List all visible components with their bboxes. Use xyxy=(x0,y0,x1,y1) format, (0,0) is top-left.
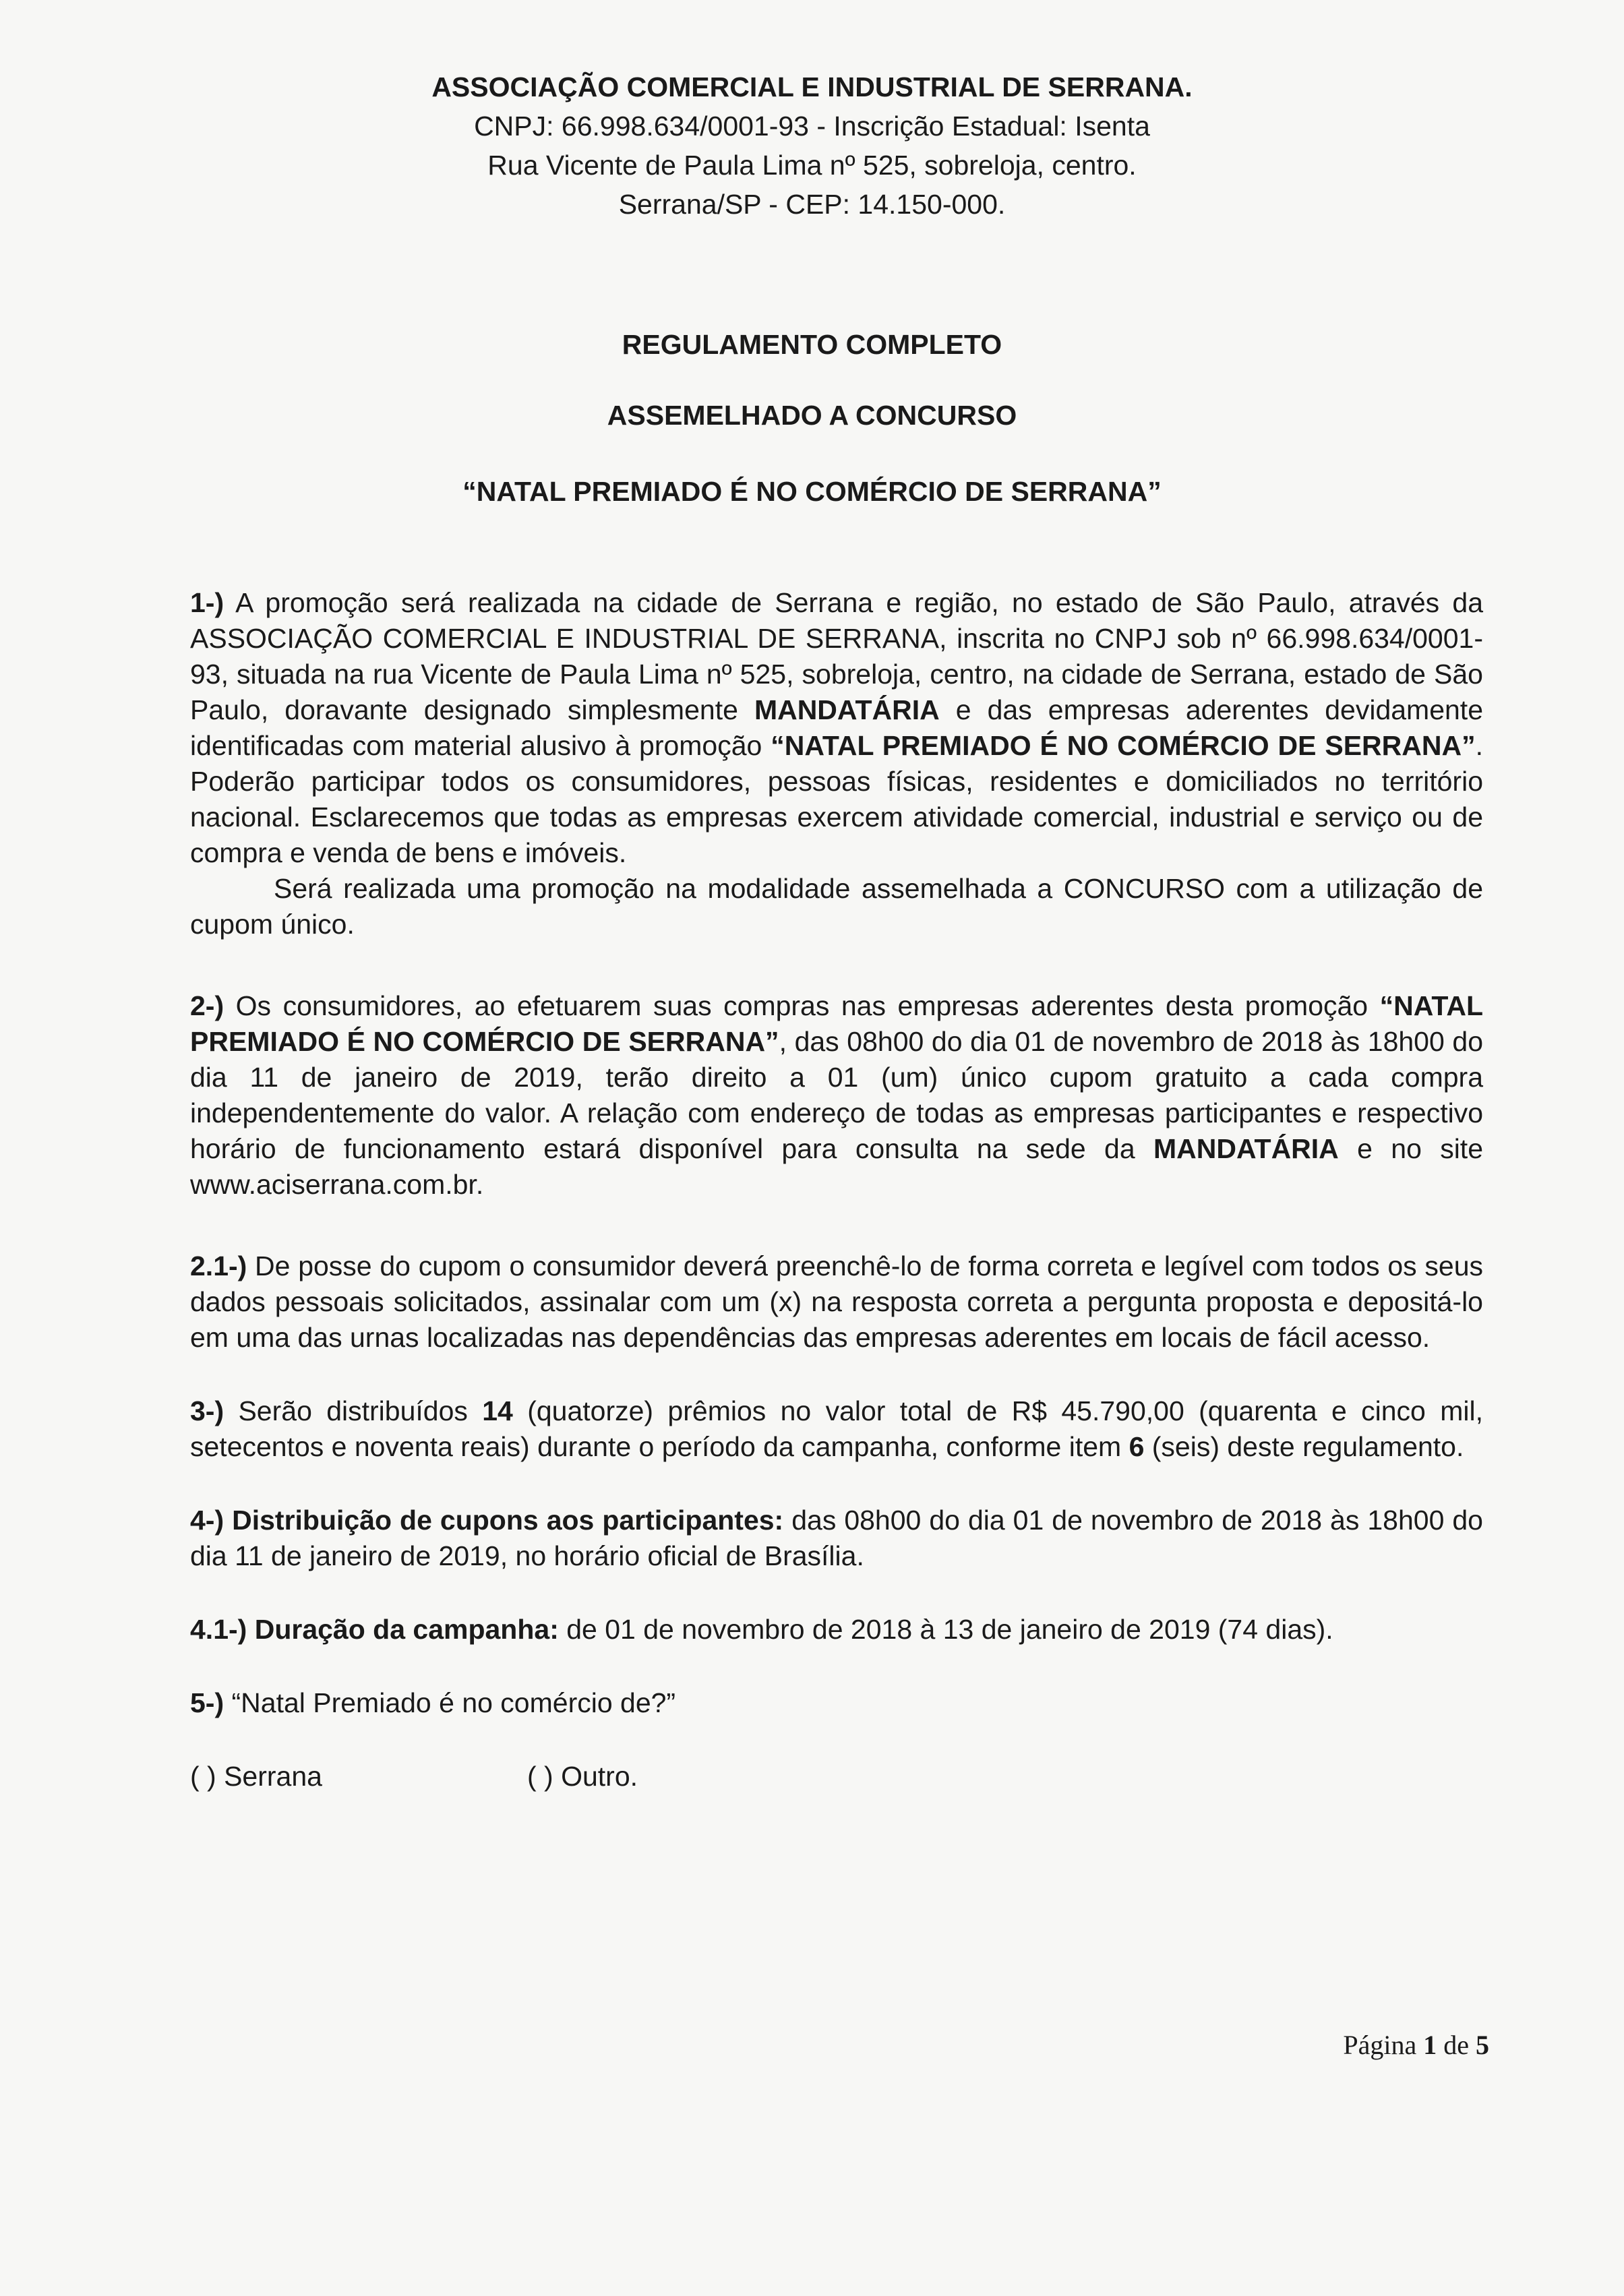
answer-options xyxy=(190,1759,1483,1794)
regulation-body xyxy=(190,585,1483,1794)
page-of: de xyxy=(1443,2030,1469,2060)
title-campaign: “NATAL PREMIADO É NO COMÉRCIO DE SERRANA” xyxy=(462,476,1162,507)
section-4-1 xyxy=(190,1612,1483,1648)
section-4-number: 4-) xyxy=(190,1505,224,1536)
section-1 xyxy=(190,585,1483,871)
section-2-number: 2-) xyxy=(190,990,224,1021)
section-3 xyxy=(190,1393,1483,1465)
option-outro: ( ) Outro. xyxy=(527,1761,638,1792)
option-serrana: ( ) Serrana xyxy=(190,1761,322,1792)
section-4-1-text: de 01 de novembro de 2018 à 13 de janeiro de 2019 (74 dias). xyxy=(558,1614,1333,1645)
org-name: ASSOCIAÇÃO COMERCIAL E INDUSTRIAL DE SERRANA. xyxy=(431,71,1193,102)
section-5-question: “Natal Premiado é no comércio de?” xyxy=(224,1687,676,1718)
section-3-text-c: (quatorze) prêmios no valor total de R$ 45.790,00 (quarenta e cinco mil, setecentos e noventa reais) durante o período da campanha, conforme item xyxy=(190,1395,1483,1462)
section-2-text-a: Os consumidores, ao efetuarem suas compras nas empresas aderentes desta promoção xyxy=(224,990,1380,1021)
section-4-text: das 08h00 do dia 01 de novembro de 2018 às 18h00 do dia 11 de janeiro de 2019, no horário oficial de Brasília. xyxy=(190,1505,1483,1571)
section-3-bold-14: 14 xyxy=(482,1395,513,1426)
section-1-bold-campaign: “NATAL PREMIADO É NO COMÉRCIO DE SERRANA” xyxy=(771,730,1476,761)
address-line: Rua Vicente de Paula Lima nº 525, sobreloja, centro. xyxy=(487,150,1137,181)
section-1-text-a: A promoção será realizada na cidade de Serrana e região, no estado de São Paulo, através da ASSOCIAÇÃO COMERCIAL E INDUSTRIAL DE SERRANA, inscrita no CNPJ sob nº 66.998.634/0001-93, situada na rua Vicente de Paula Lima nº 525, sobreloja, centro, na cidade de Serrana, estado de São Paulo, doravante designado simplesmente xyxy=(190,587,1483,725)
city-line: Serrana/SP - CEP: 14.150-000. xyxy=(618,189,1006,220)
total-pages: 5 xyxy=(1476,2030,1489,2060)
section-3-number: 3-) xyxy=(190,1395,224,1426)
section-2-1 xyxy=(190,1248,1483,1356)
title-regulamento: REGULAMENTO COMPLETO xyxy=(622,329,1002,360)
page-number xyxy=(1343,2029,1489,2061)
section-3-text-d: (seis) deste regulamento. xyxy=(1144,1431,1464,1462)
section-4-heading: Distribuição de cupons aos participantes: xyxy=(224,1505,784,1536)
section-1-bold-mandataria: MANDATÁRIA xyxy=(754,694,940,725)
section-5-number: 5-) xyxy=(190,1687,224,1718)
cnpj-line: CNPJ: 66.998.634/0001-93 - Inscrição Estadual: Isenta xyxy=(474,111,1150,142)
letterhead xyxy=(0,67,1624,224)
section-2-1-number: 2.1-) xyxy=(190,1250,247,1281)
section-2 xyxy=(190,988,1483,1203)
section-3-text-a: Serão distribuídos xyxy=(224,1395,483,1426)
section-2-1-text: De posse do cupom o consumidor deverá preenchê-lo de forma correta e legível com todos os seus dados pessoais solicitados, assinalar com um (x) na resposta correta a pergunta proposta e depositá-lo em uma das urnas localizadas nas dependências das empresas aderentes em locais de fácil acesso. xyxy=(190,1250,1483,1353)
section-3-bold-6: 6 xyxy=(1129,1431,1145,1462)
section-2-text-d: e no site www.aciserrana.com.br. xyxy=(190,1133,1484,1200)
section-1-text-c: e das empresas aderentes devidamente identificadas com material alusivo à promoção xyxy=(190,694,1484,761)
section-2-bold-campaign: “NATAL PREMIADO É NO COMÉRCIO DE SERRANA” xyxy=(190,990,1483,1057)
current-page: 1 xyxy=(1423,2030,1437,2060)
section-1-number: 1-) xyxy=(190,587,224,618)
section-4-1-heading: Duração da campanha: xyxy=(247,1614,559,1645)
section-5 xyxy=(190,1685,1483,1721)
section-2-bold-mandataria: MANDATÁRIA xyxy=(1153,1133,1339,1164)
section-1-text-d: . Poderão participar todos os consumidores, pessoas físicas, residentes e domiciliados no território nacional. Esclarecemos que todas as empresas exercem atividade comercial, industrial e serviço ou de compra e venda de bens e imóveis. xyxy=(190,730,1484,868)
page-label: Página xyxy=(1343,2030,1417,2060)
section-4 xyxy=(190,1503,1483,1574)
section-2-text-c: , das 08h00 do dia 01 de novembro de 2018 às 18h00 do dia 11 de janeiro de 2019, terão direito a 01 (um) único cupom gratuito a cada compra independentemente do valor. A relação com endereço de todas as empresas participantes e respectivo horário de funcionamento estará disponível para consulta na sede da xyxy=(190,1026,1483,1164)
section-1-paragraph-2: Será realizada uma promoção na modalidade assemelhada a CONCURSO com a utilização de cupom único. xyxy=(190,873,1483,940)
title-assemelhado: ASSEMELHADO A CONCURSO xyxy=(607,400,1017,431)
section-4-1-number: 4.1-) xyxy=(190,1614,247,1645)
